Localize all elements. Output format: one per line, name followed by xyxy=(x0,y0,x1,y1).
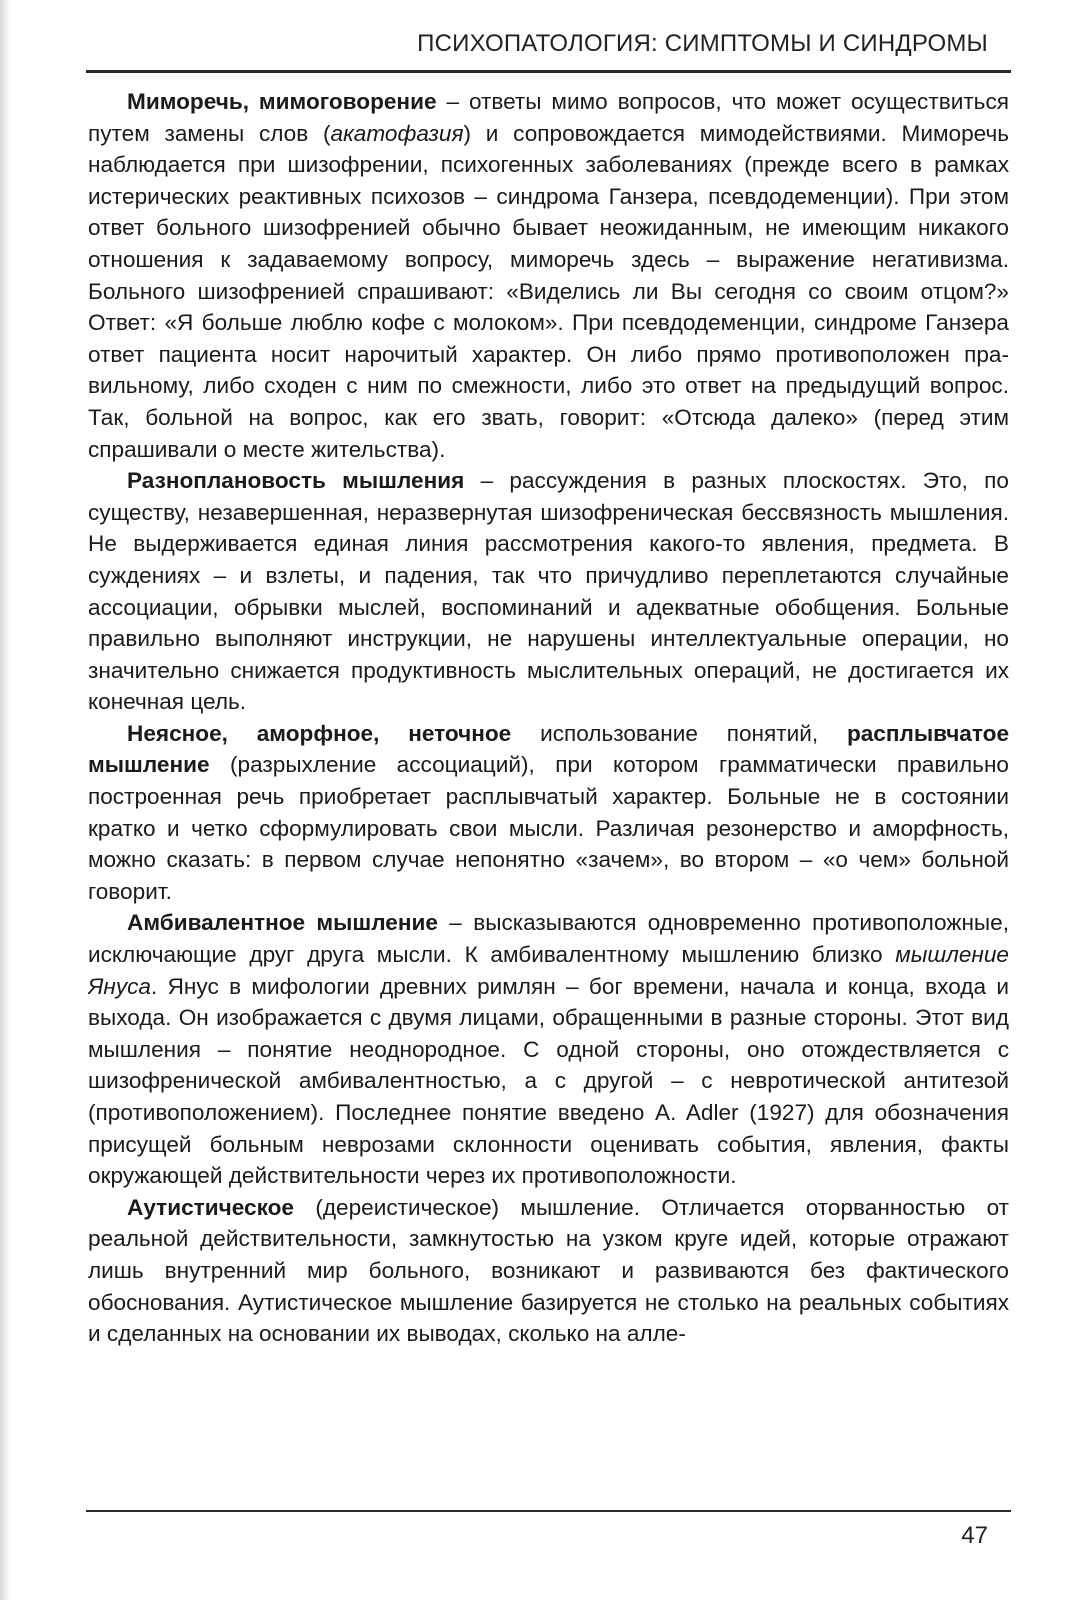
paragraph-text: использование понятий, xyxy=(511,720,847,746)
term-italic-akatofazia: акатофазия xyxy=(330,120,464,146)
paragraph-amorfnoe xyxy=(88,718,1009,908)
paragraph-autisticheskoe xyxy=(88,1192,1009,1350)
paragraph-text: – высказываются одновременно противоположные, исключающие друг друга мысли. К амбивалентному мышлению близко xyxy=(88,910,1009,968)
paragraph-text: (дереистическое) мышление. Отличается оторванностью от реальной действительности, замкнутостью на узком круге идей, которые отражают лишь внутренний мир больного, возникают и развиваются без фактического обоснования. Аутистическое мышление базируется не столько на реальных событиях и сделанных на основании их выводах, сколько на алле- xyxy=(88,1194,1009,1347)
paragraph-text: – рассуждения в разных плоскостях. Это, по существу, незавершенная, неразвернутая шизофреническая бессвязность мышления. Не выдерживается единая линия рассмотрения какого-то явления, предмета. В суждениях – и взлеты, и падения, так что причудливо переплетаются случайные ассоциации, обрывки мыслей, воспоминаний и адекватные обобщения. Больные правильно выполняют инструкции, не нарушены интеллектуальные операции, но значительно снижается продуктивность мыслительных операций, не достигается их конечная цель. xyxy=(88,468,1009,715)
paragraph-mimorech xyxy=(88,86,1009,465)
body-text xyxy=(88,86,1009,1486)
paragraph-text: – ответы мимо вопросов, что может осуществиться путем замены слов ( xyxy=(88,89,1009,146)
term-autisticheskoe: Аутистическое xyxy=(127,1194,294,1220)
spine-shadow xyxy=(0,0,10,1600)
term-amorfnoe: Неясное, аморфное, неточное xyxy=(127,720,512,746)
paragraph-text: . Янус в мифологии древних римлян – бог времени, начала и конца, входа и выхода. Он изображается с двумя лицами, обращенными в разные стороны. Этот вид мышления – понятие неоднородное. С одной стороны, оно отождествляется с шизофренической амбивалентностью, а с другой – с невротической антитезой (противоположением). Последнее понятие введено A. Adler (1927) для обозначения присущей больным неврозами склонности оценивать события, явления, факты окружающей действительности через их противоположности. xyxy=(88,973,1009,1189)
header-rule xyxy=(86,70,1011,73)
paragraph-text: ) и сопровождается мимодействиями. Миморечь наблюдается при шизофрении, психогенных заболеваниях (прежде всего в рамках истерических реактивных психозов – синдрома Ганзера, псевдодеменции). При этом ответ больного шизофренией обычно бывает неожиданным, не имеющим никакого отношения к задаваемому вопросу, миморечь здесь – выражение негативизма. Больного шизофренией спрашивают: «Виделись ли Вы сегодня со своим отцом?» Ответ: «Я больше люблю кофе с молоком». При псевдодеменции, синдроме Ганзера ответ пациента носит нарочитый характер. Он либо прямо противоположен правильному, либо сходен с ним по смежности, либо это ответ на предыдущий вопрос. Так, больной на вопрос, как его звать, говорит: «Отсюда далеко» (перед этим спрашивали о месте жительства). xyxy=(88,120,1009,462)
running-head: ПСИХОПАТОЛОГИЯ: СИМПТОМЫ И СИНДРОМЫ xyxy=(417,30,988,57)
term-rasplyvchatoe: расплывчатое мышление xyxy=(88,720,1009,778)
term-raznoplanovost: Разноплановость мышления xyxy=(127,468,465,494)
term-ambivalentnoe: Амбивалентное мышление xyxy=(127,910,438,936)
term-mimorech: Миморечь, мимоговорение xyxy=(127,89,437,114)
footer-rule xyxy=(86,1510,1011,1512)
paragraph-raznoplanovost xyxy=(88,465,1009,718)
page-number: 47 xyxy=(961,1522,988,1549)
paragraph-ambivalentnoe xyxy=(88,907,1009,1191)
term-italic-yanus: мышление Януса xyxy=(88,942,1009,999)
paragraph-text: (разрыхление ассоциаций), при котором грамматически правильно построенная речь приобретает расплывчатый характер. Больные не в состоянии кратко и четко сформулировать свои мысли. Различая резонерство и аморфность, можно сказать: в первом случае непонятно «зачем», во втором – «о чем» больной говорит. xyxy=(88,752,1009,904)
